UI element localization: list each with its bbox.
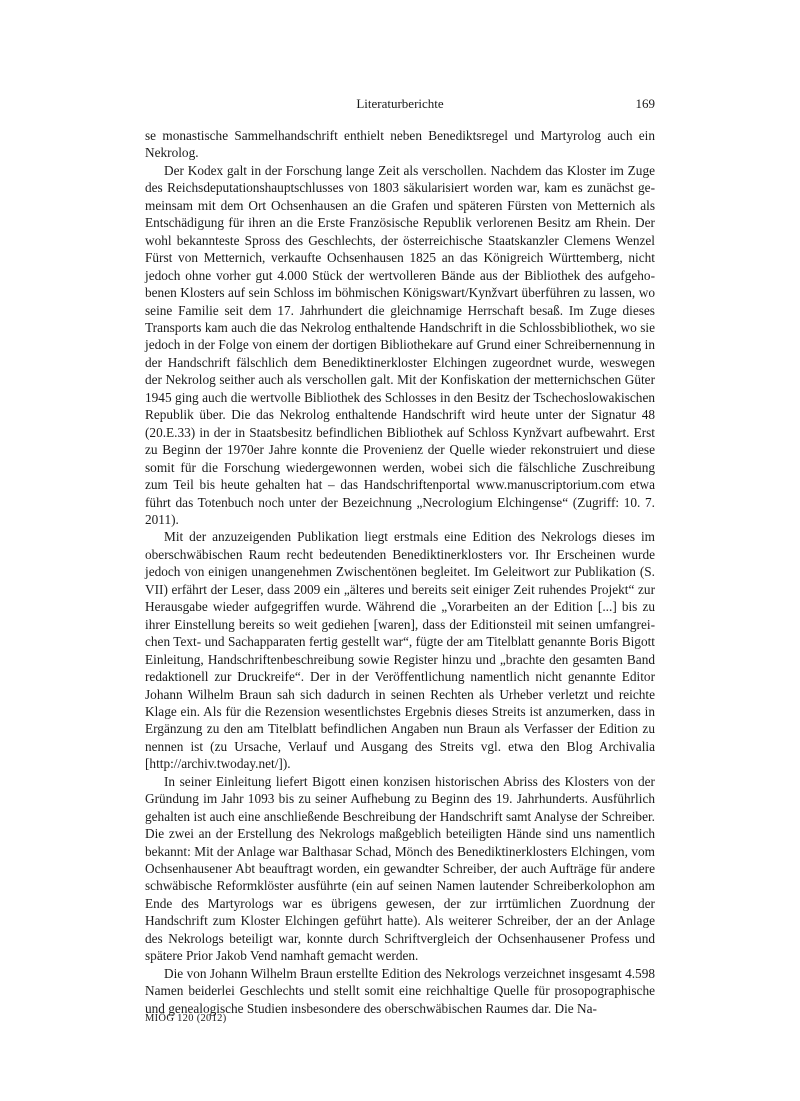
paragraph: Die von Johann Wilhelm Braun erstellte Edition des Nekrologs verzeichnet insgesamt 4.598 Namen beiderlei Geschlechts und stellt somit eine reichhaltige Quelle für prosopographische und genealogische Studien insbesondere des oberschwäbischen Raumes dar. Die Na- [145,965,655,1016]
paragraph: Der Kodex galt in der Forschung lange Zeit als verschollen. Nachdem das Kloster im Zuge des Reichsdeputationshauptschlusses von 1803 säkularisiert worden war, kam es zunächst gemeinsam mit dem Ort Ochsenhausen an die Grafen und späteren Fürsten von Metternich als Entschädigung für ihren an die Erste Französische Republik verlorenen Besitz am Rhein. Der wohl bekannteste Spross des Geschlechts, der österreichische Staatskanzler Clemens Wenzel Fürst von Metternich, verkaufte Ochsenhausen 1825 an das Königreich Württemberg, nicht jedoch ohne vorher gut 4.000 Stück der wertvolleren Bände aus der Bibliothek des aufgehobenen Klosters auf sein Schloss im böhmischen Königswart/Kynžvart überführen zu lassen, wo seine Familie seit dem 17. Jahrhundert die gleichnamige Herrschaft besaß. Im Zuge dieses Transports kam auch die das Nekrolog enthaltende Handschrift in die Schlossbibliothek, wo sie jedoch in der Folge von einem der dortigen Bibliothekare auf Grund einer Schreibernennung in der Handschrift fälschlich dem Benediktinerkloster Elchingen zugeordnet wurde, weswegen der Nekrolog seither auch als verschollen galt. Mit der Konfiskation der metternichschen Güter 1945 ging auch die wertvolle Bibliothek des Schlosses in den Besitz der Tschechoslowakischen Republik über. Die das Nekrolog enthaltende Handschrift wird heute unter der Signatur 48 (20.E.33) in der in Staatsbesitz befindlichen Bibliothek auf Schloss Kynžvart aufbewahrt. Erst zu Beginn der 1970er Jahre konnte die Provenienz der Quelle wieder rekonstruiert und diese somit für die Forschung wiedergewonnen werden, wobei sich die fälschliche Zuschreibung zum Teil bis heute gehalten hat – das Handschriftenportal www.manuscriptorium.com etwa führt das Totenbuch noch unter der Bezeichnung „Necrologium Elchingense“ (Zugriff: 10. 7. 2011). [145,162,655,527]
body-text [145,127,655,1017]
paragraph-continuation: se monastische Sammelhandschrift enthielt neben Benediktsregel und Martyrolog auch ein Nekrolog. [145,128,655,161]
page-number: 169 [635,96,655,111]
paragraph: In seiner Einleitung liefert Bigott einen konzisen historischen Abriss des Klosters von der Gründung im Jahr 1093 bis zu seiner Aufhebung zu Beginn des 19. Jahrhunderts. Ausführlich gehalten ist auch eine anschließende Beschreibung der Handschrift samt Analyse der Schreiber. Die zwei an der Erstellung des Nekrologs maßgeblich beteiligten Hände sind uns namentlich bekannt: Mit der Anlage war Balthasar Schad, Mönch des Benediktinerklosters Elchingen, vom Ochsenhausener Abt beauftragt worden, ein gewandter Schreiber, der auch Aufträge für andere schwäbische Reformklöster ausführte (ein auf seinen Namen lautender Schreiberkolophon am Ende des Martyrologs war es übrigens gewesen, der zur irrtümlichen Zuordnung der Handschrift zum Kloster Elchingen geführt hatte). Als weiterer Schreiber, der an der Anlage des Nekrologs beteiligt war, konnte durch Schriftvergleich der Ochsenhausener Profess und spätere Prior Jakob Vend namhaft gemacht werden. [145,773,655,964]
running-title: Literaturberichte [356,96,444,111]
paragraph: Mit der anzuzeigenden Publikation liegt erstmals eine Edition des Nekrologs dieses im oberschwäbischen Raum recht bedeutenden Benediktinerklosters vor. Ihr Erscheinen wurde jedoch von einigen unangenehmen Zwischentönen begleitet. Im Geleitwort zur Publikation (S. VII) erfährt der Leser, dass 2009 ein „älteres und bereits seit einiger Zeit ruhendes Projekt“ zur Herausgabe wieder aufgegriffen wurde. Während die „Vorarbeiten an der Edition [...] bis zu ihrer Einstellung bereits so weit gediehen [waren], dass der Editionsteil mit seinen umfangreichen Text- und Sachapparaten fertig gestellt war“, fügte der am Titelblatt genannte Boris Bigott Einleitung, Handschriftenbeschreibung sowie Register hinzu und „brachte den gesamten Band redaktionell zur Druckreife“. Der in der Veröffentlichung namentlich nicht genannte Editor Johann Wilhelm Braun sah sich dadurch in seinen Rechten als Urheber verletzt und reichte Klage ein. Als für die Rezension wesentlichstes Ergebnis dieses Streits ist anzumerken, dass in Ergänzung zu den am Titelblatt befindlichen Angaben nun Braun als Verfasser der Edition zu nennen ist (zu Ursache, Verlauf und Ausgang des Streits vgl. etwa den Blog Archivalia [http://archiv.twoday.net/]). [145,529,655,772]
journal-footer: MIÖG 120 (2012) [145,1013,227,1024]
